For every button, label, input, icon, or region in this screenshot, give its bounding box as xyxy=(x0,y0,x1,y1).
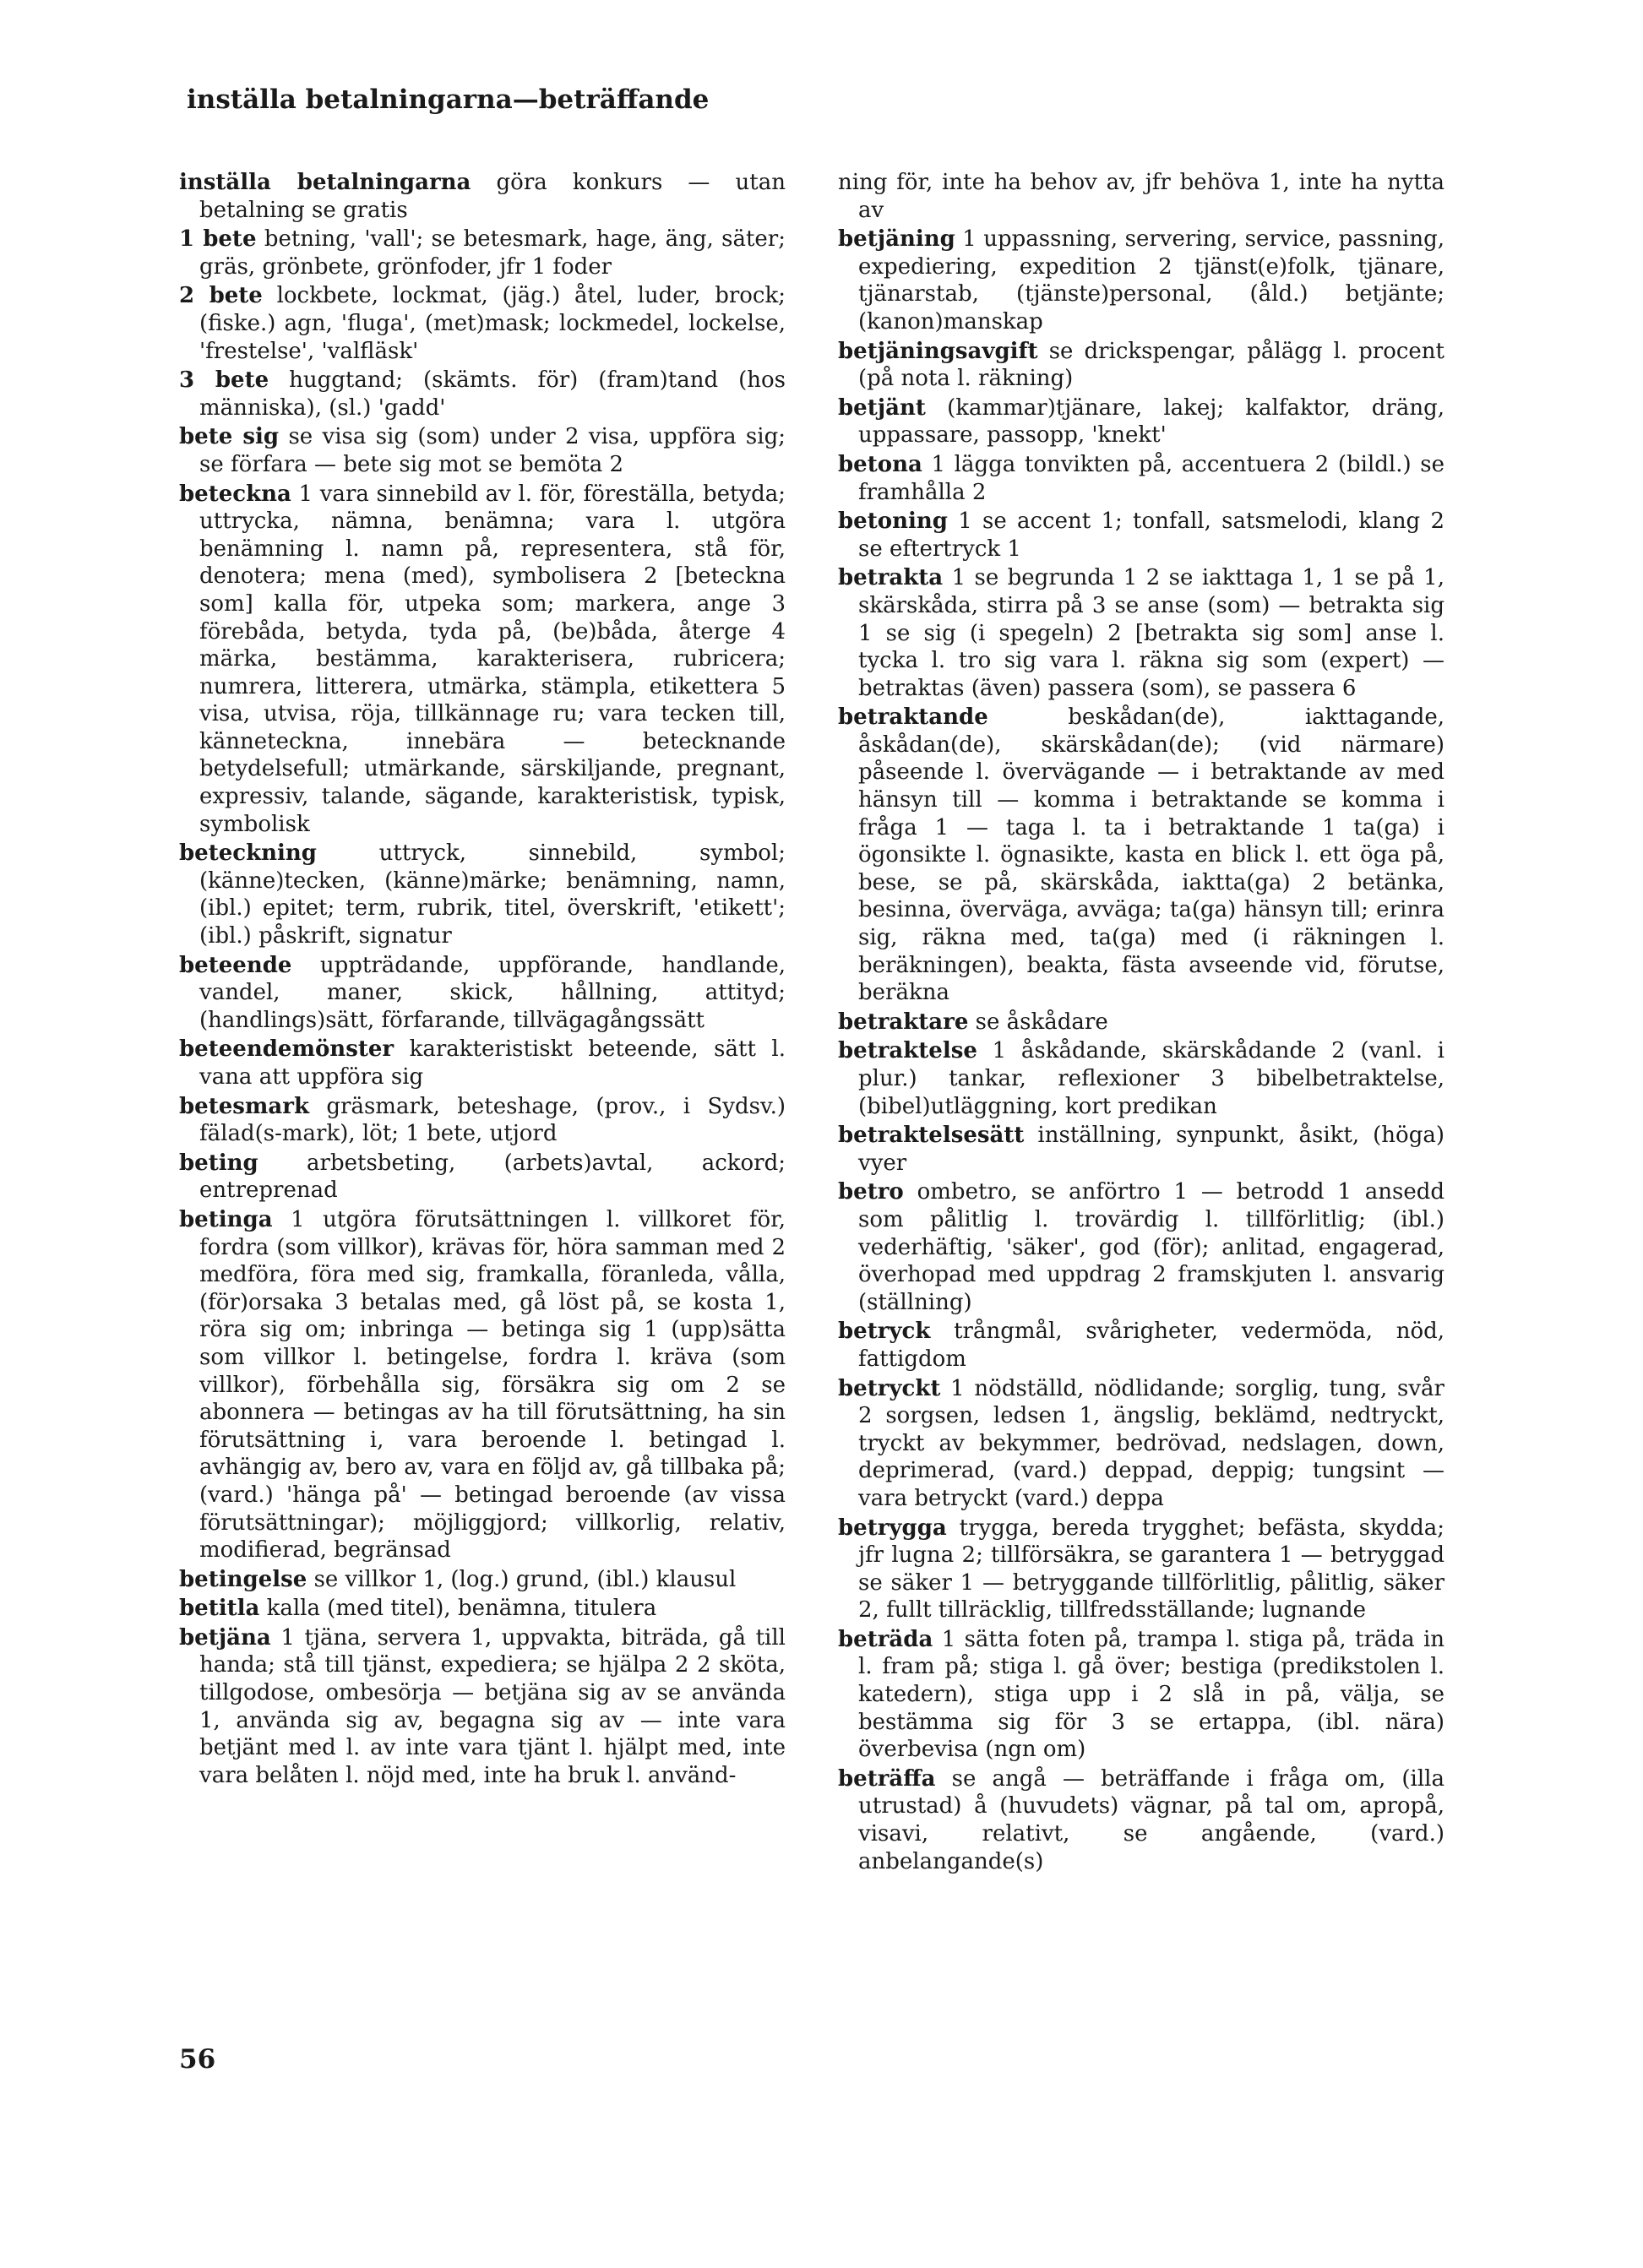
dictionary-entry xyxy=(838,704,1444,1007)
entry-headword: inställa betalningarna xyxy=(179,170,471,195)
dictionary-entry xyxy=(179,952,786,1035)
entry-definition: se visa sig (som) under 2 visa, uppföra sig; se förfara — bete sig mot se bemöta 2 xyxy=(199,424,786,477)
dictionary-entry xyxy=(838,1037,1444,1120)
entry-definition: arbetsbeting, (arbets)avtal, ackord; entreprenad xyxy=(199,1150,786,1204)
entry-definition: uppträdande, uppförande, handlande, vandel, maner, skick, hållning, attityd; (handlings)sätt, förfarande, tillvägagångssätt xyxy=(199,952,786,1033)
entry-definition: 1 tjäna, servera 1, uppvakta, biträda, gå till handa; stå till tjänst, expediera; se hjälpa 2 2 sköta, tillgodose, ombesörja — betjäna sig av se använda 1, använda sig av, begagna sig av — inte vara betjänt med l. av inte vara tjänt l. hjälpt med, inte vara belåten l. nöjd med, inte ha bruk l. använd- xyxy=(199,1624,786,1788)
entry-headword: betraktelse xyxy=(838,1038,977,1064)
dictionary-entry xyxy=(179,840,786,949)
entry-headword: betrakta xyxy=(838,565,944,591)
entry-definition: göra konkurs — utan betalning se gratis xyxy=(199,170,786,223)
entry-headword: betraktelsesätt xyxy=(838,1123,1025,1149)
dictionary-entry xyxy=(838,1765,1444,1875)
dictionary-entry xyxy=(838,1318,1444,1373)
entry-headword: betryckt xyxy=(838,1375,941,1401)
entry-headword: betro xyxy=(838,1179,904,1205)
entry-definition: huggtand; (skämts. för) (fram)tand (hos människa), (sl.) 'gadd' xyxy=(199,367,786,421)
entry-definition: kalla (med titel), benämna, titulera xyxy=(266,1596,657,1622)
entry-definition: 1 nödställd, nödlidande; sorglig, tung, svår 2 sorgsen, ledsen 1, ängslig, beklämd, nedtryckt, tryckt av bekymmer, bedrövad, nedslagen, down, deprimerad, (vard.) deppad, deppig; tungsint — vara betryckt (vard.) deppa xyxy=(858,1375,1444,1511)
entry-definition: se drickspengar, pålägg l. procent (på nota l. räkning) xyxy=(858,338,1444,392)
entry-definition: trygga, bereda trygghet; befästa, skydda; jfr lugna 2; tillförsäkra, se garantera 1 — betryggad se säker 1 — betryggande tillförlitlig, pålitlig, säker 2, fullt tillräcklig, tillfredsställande; lugnande xyxy=(858,1515,1445,1623)
entry-definition: 1 se begrunda 1 2 se iakttaga 1, 1 se på 1, skärskåda, stirra på 3 se anse (som) — betrakta sig 1 se sig (i spegeln) 2 [betrakta sig som] anse l. tycka l. tro sig vara l. räkna sig som (expert) — betraktas (även) passera (som), se passera 6 xyxy=(858,565,1444,701)
dictionary-entry xyxy=(179,481,786,839)
entry-definition: 1 vara sinnebild av l. för, föreställa, betyda; uttrycka, nämna, benämna; vara l. utgöra benämning l. namn på, representera, stå för, denotera; mena (med), symbolisera 2 [beteckna som] kalla för, utpeka som; markera, ange 3 förebåda, betyda, tyda på, (be)båda, återge 4 märka, bestämma, karakterisera, rubricera; numrera, litterera, utmärka, stämpla, etikettera 5 visa, utvisa, röja, tillkännage ru; vara tecken till, känneteckna, innebära — betecknande betydelsefull; utmärkande, särskiljande, pregnant, expressiv, talande, sägande, karakteristisk, typisk, symbolisk xyxy=(199,481,786,837)
entry-definition: 1 åskådande, skärskådande 2 (vanl. i plur.) tankar, reflexioner 3 bibelbetraktelse, (bibel)utläggning, kort predikan xyxy=(858,1038,1444,1119)
dictionary-entry xyxy=(179,423,786,478)
dictionary-entry xyxy=(179,1036,786,1090)
entry-headword: betoning xyxy=(838,509,948,535)
entry-headword: betrygga xyxy=(838,1515,947,1541)
dictionary-entry xyxy=(838,508,1444,563)
dictionary-entry xyxy=(838,1626,1444,1764)
entry-definition: 1 lägga tonvikten på, accentuera 2 (bildl.) se framhålla 2 xyxy=(858,451,1444,505)
entry-headword: beteckning xyxy=(179,840,317,867)
entry-headword: beträda xyxy=(838,1626,933,1652)
dictionary-entry xyxy=(179,169,786,224)
entry-definition: lockbete, lockmat, (jäg.) åtel, luder, brock; (fiske.) agn, 'fluga', (met)mask; lockmedel, lockelse, 'frestelse', 'valfläsk' xyxy=(199,283,786,364)
entry-headword: betjäningsavgift xyxy=(838,338,1038,364)
running-head: inställa betalningarna—beträffande xyxy=(187,84,710,115)
dictionary-entry xyxy=(179,1093,786,1148)
dictionary-entry xyxy=(838,451,1444,506)
entry-headword: beträffa xyxy=(838,1765,936,1792)
entry-headword: betjänt xyxy=(838,394,926,421)
entry-headword: betingelse xyxy=(179,1566,307,1592)
entry-definition: se villkor 1, (log.) grund, (ibl.) klausul xyxy=(313,1566,737,1592)
dictionary-entry xyxy=(838,1122,1444,1177)
entry-headword: betitla xyxy=(179,1596,260,1622)
entry-definition: uttryck, sinnebild, symbol; (känne)tecken, (känne)märke; benämning, namn, (ibl.) epitet; term, rubrik, titel, överskrift, 'etikett'; (ibl.) påskrift, signatur xyxy=(199,840,786,949)
dictionary-entry xyxy=(838,1515,1444,1624)
dictionary-entry xyxy=(179,1595,786,1623)
dictionary-entry xyxy=(179,1624,786,1790)
dictionary-entry xyxy=(179,226,786,280)
dictionary-entry xyxy=(838,1009,1444,1036)
dictionary-entry xyxy=(179,1566,786,1594)
entry-headword: betesmark xyxy=(179,1093,309,1119)
entry-headword: betryck xyxy=(838,1319,931,1345)
entry-definition: 1 sätta foten på, trampa l. stiga på, träda in l. fram på; stiga l. gå över; bestiga (predikstolen l. katedern), stiga upp i 2 slå in på, välja, se bestämma sig för 3 se ertappa, (ibl. nära) överbevisa (ngn om) xyxy=(858,1626,1445,1763)
dictionary-entry xyxy=(838,1375,1444,1513)
dictionary-entry xyxy=(179,1206,786,1564)
entry-definition: trångmål, svårigheter, vedermöda, nöd, fattigdom xyxy=(858,1319,1445,1372)
dictionary-entry xyxy=(838,338,1444,393)
left-column xyxy=(179,169,786,1791)
dictionary-entry xyxy=(838,169,1444,224)
entry-definition: betning, 'vall'; se betesmark, hage, äng, säter; gräs, grönbete, grönfoder, jfr 1 foder xyxy=(199,226,786,280)
entry-definition: 1 se accent 1; tonfall, satsmelodi, klang 2 se eftertryck 1 xyxy=(858,509,1445,562)
entry-headword: 1 bete xyxy=(179,226,257,253)
entry-definition: inställning, synpunkt, åsikt, (höga) vyer xyxy=(858,1123,1444,1176)
entry-definition: 1 utgöra förutsättningen l. villkoret för, fordra (som villkor), krävas för, höra samman med 2 medföra, föra med sig, framkalla, föranleda, vålla, (för)orsaka 3 betalas med, gå löst på, se kosta 1, röra sig om; inbringa — betinga sig 1 (upp)sätta som villkor l. betingelse, fordra l. kräva (som villkor), förbehålla sig, försäkra sig om 2 se abonnera — betingas av ha till förutsättning, ha sin förutsättning i, vara beroende l. betingad l. avhängig av, bero av, vara en följd av, gå tillbaka på; (vard.) 'hänga på' — betingad beroende (av vissa förutsättningar); möjliggjord; villkorlig, relativ, modifierad, begränsad xyxy=(199,1206,786,1564)
dictionary-entry xyxy=(838,226,1444,335)
right-column xyxy=(838,169,1444,1877)
entry-headword: betona xyxy=(838,451,922,477)
entry-headword: betraktare xyxy=(838,1009,969,1035)
entry-definition: se åskådare xyxy=(975,1009,1108,1035)
entry-definition: se angå — beträffande i fråga om, (illa utrustad) å (huvudets) vägnar, på tal om, apropå, visavi, relativt, se angående, (vard.) anbelangande(s) xyxy=(858,1765,1444,1874)
entry-headword: beting xyxy=(179,1150,258,1176)
entry-headword: 2 bete xyxy=(179,283,263,309)
entry-definition: beskådan(de), iakttagande, åskådan(de), skärskådan(de); (vid närmare) påseende l. övervägande — i betraktande av med hänsyn till — komma i betraktande se komma i fråga 1 — taga l. ta i betraktande 1 ta(ga) i ögonsikte l. ögnasikte, kasta en blick l. ett öga på, bese, se på, skärskåda, iaktta(ga) 2 betänka, besinna, överväga, avväga; ta(ga) hänsyn till; erinra sig, räkna med, ta(ga) med (i räkningen l. beräkningen), beakta, fästa avseende vid, förutse, beräkna xyxy=(858,704,1444,1006)
dictionary-entry xyxy=(838,394,1444,449)
entry-headword: 3 bete xyxy=(179,367,269,394)
entry-definition: ombetro, se anförtro 1 — betrodd 1 ansedd som pålitlig l. trovärdig l. tillförlitlig; (ibl.) vederhäftig, 'säker', god (för); anlitad, engagerad, överhopad med uppdrag 2 framskjuten l. ansvarig (ställning) xyxy=(858,1179,1445,1315)
entry-headword: bete sig xyxy=(179,424,280,450)
entry-headword: betjäning xyxy=(838,226,955,253)
entry-headword: betjäna xyxy=(179,1624,271,1651)
dictionary-entry xyxy=(179,282,786,365)
entry-headword: beteendemönster xyxy=(179,1036,394,1063)
dictionary-entry xyxy=(179,367,786,422)
entry-definition: gräsmark, beteshage, (prov., i Sydsv.) fälad(s-mark), löt; 1 bete, utjord xyxy=(199,1093,786,1147)
entry-definition: karakteristiskt beteende, sätt l. vana att uppföra sig xyxy=(199,1036,786,1090)
entry-headword: betinga xyxy=(179,1206,273,1232)
dictionary-entry xyxy=(838,564,1444,702)
entry-definition: (kammar)tjänare, lakej; kalfaktor, dräng, uppassare, passopp, 'knekt' xyxy=(858,394,1445,449)
entry-definition: 1 uppassning, servering, service, passning, expediering, expedition 2 tjänst(e)folk, tjänare, tjänarstab, (tjänste)personal, (åld.) betjänte; (kanon)manskap xyxy=(858,226,1444,334)
dictionary-entry xyxy=(179,1150,786,1205)
entry-definition: ning för, inte ha behov av, jfr behöva 1, inte ha nytta av xyxy=(838,170,1444,223)
dictionary-entry xyxy=(838,1178,1444,1316)
page-number: 56 xyxy=(179,2044,216,2075)
entry-headword: beteckna xyxy=(179,481,291,507)
entry-headword: betraktande xyxy=(838,704,988,731)
entry-headword: beteende xyxy=(179,952,292,978)
